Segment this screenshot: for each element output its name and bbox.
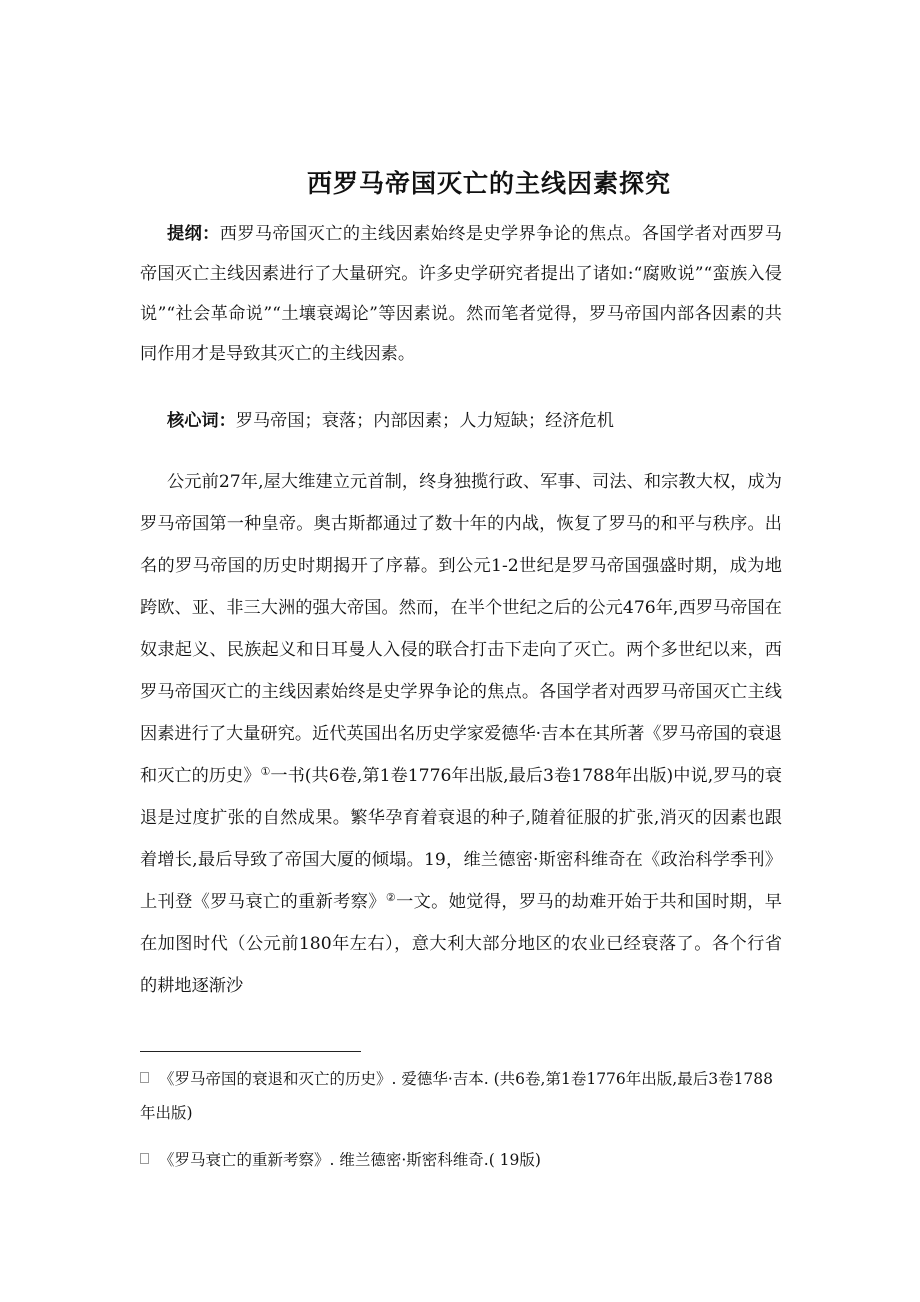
footnote-divider [140,1051,361,1052]
footnote-2 [140,1143,782,1177]
footnote-1-text: 《罗马帝国的衰退和灭亡的历史》. 爱德华·吉本. (共6卷,第1卷1776年出版,最后3卷1788年出版) [140,1070,774,1122]
footnote-marker-icon [140,1072,149,1083]
body-text-part2: 一书(共6卷,第1卷1776年出版,最后3卷1788年出版)中说,罗马的衰退是过度扩张的自然成果。繁华孕育着衰退的种子,随着征服的扩张,消灭的因素也跟着增长,最后导致了帝国大厦的倾塌。19，维兰德密·斯密科维奇在《政治科学季刊》上刊登《罗马衰亡的重新考察》 [140,766,782,912]
keywords-label: 核心词： [167,411,236,431]
body-text-part1: 公元前27年,屋大维建立元首制，终身独揽行政、军事、司法、和宗教大权，成为罗马帝国第一种皇帝。奥古斯都通过了数十年的内战，恢复了罗马的和平与秩序。出名的罗马帝国的历史时期揭开了序幕。到公元1-2世纪是罗马帝国强盛时期，成为地跨欧、亚、非三大洲的强大帝国。然而，在半个世纪之后的公元476年,西罗马帝国在奴隶起义、民族起义和日耳曼人入侵的联合打击下走向了灭亡。两个多世纪以来，西罗马帝国灭亡的主线因素始终是史学界争论的焦点。各国学者对西罗马帝国灭亡主线因素进行了大量研究。近代英国出名历史学家爱德华·吉本在其所著《罗马帝国的衰退和灭亡的历史》 [140,472,782,786]
keywords-text: 罗马帝国；衰落；内部因素；人力短缺；经济危机 [235,411,614,431]
abstract-label: 提纲： [167,224,220,244]
abstract-text: 西罗马帝国灭亡的主线因素始终是史学界争论的焦点。各国学者对西罗马帝国灭亡主线因素进行了大量研究。许多史学研究者提出了诸如:“腐败说”“蛮族入侵说”“社会革命说”“土壤衰竭论”等因素说。然而笔者觉得，罗马帝国内部各因素的共同作用才是导致其灭亡的主线因素。 [140,224,782,364]
document-title: 西罗马帝国灭亡的主线因素探究 [306,169,671,198]
footnote-1 [140,1062,782,1130]
keywords-paragraph [140,401,782,441]
abstract-paragraph [140,214,782,374]
footnote-marker-icon [140,1153,149,1164]
footnote-2-text: 《罗马衰亡的重新考察》. 维兰德密·斯密科维奇.( 19版) [159,1151,541,1169]
body-text-part3: 一文。她觉得，罗马的劫难开始于共和国时期，早在加图时代（公元前180年左右），意大利大部分地区的农业已经衰落了。各个行省的耕地逐渐沙 [140,892,782,996]
body-paragraph [140,461,782,1007]
footnote-ref-1[interactable]: ① [260,765,271,778]
footnote-ref-2[interactable]: ② [385,891,397,904]
